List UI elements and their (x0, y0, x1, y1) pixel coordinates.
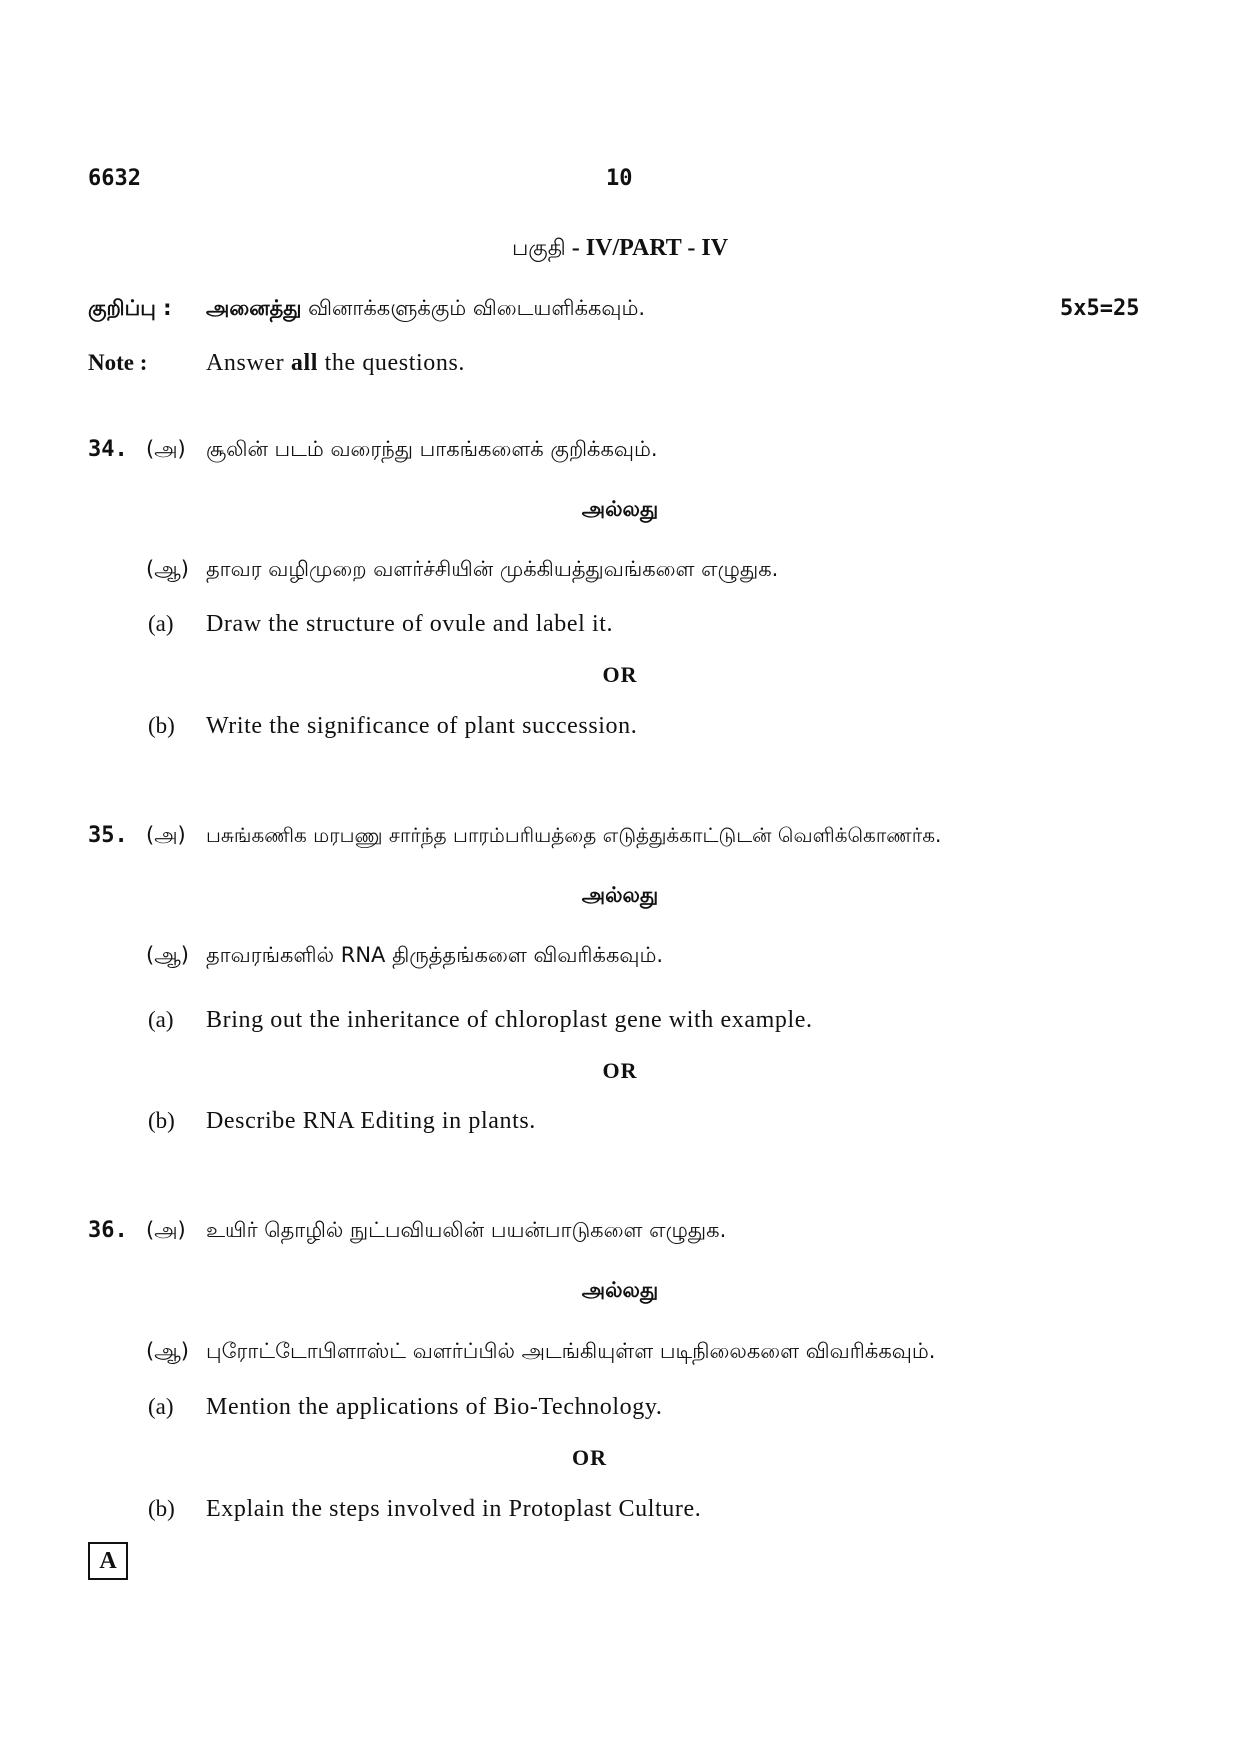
note-english-label: Note : (88, 350, 148, 375)
question-tamil-b: புரோட்டோபிளாஸ்ட் வளர்ப்பில் அடங்கியுள்ள படிநிலைகளை விவரிக்கவும். (206, 1339, 936, 1363)
question-tamil-a-label: (அ) (146, 437, 186, 461)
series-box: A (88, 1542, 128, 1580)
question-english-a: Draw the structure of ovule and label it. (206, 611, 614, 637)
note-tamil-bold: அனைத்து (206, 296, 302, 320)
note-english-text (206, 350, 465, 377)
question-tamil-b: தாவர வழிமுறை வளர்ச்சியின் முக்கியத்துவங்களை எழுதுக. (206, 557, 779, 581)
tamil-or: அல்லது (581, 1278, 659, 1302)
question-english-b-label: (b) (148, 1108, 175, 1133)
question-english-b: Explain the steps involved in Protoplast Culture. (206, 1496, 702, 1522)
question-english-b-label: (b) (148, 1496, 175, 1521)
question-english-a-label: (a) (148, 1007, 174, 1032)
note-tamil-label: குறிப்பு : (88, 296, 172, 320)
question-english-a-label: (a) (148, 611, 174, 636)
part-title-sep: - (565, 235, 586, 261)
part-title (0, 235, 1240, 264)
question-number: 35. (88, 823, 128, 848)
question-english-b: Write the significance of plant succession. (206, 713, 638, 739)
question-english-a: Mention the applications of Bio-Technology. (206, 1394, 663, 1420)
english-or: OR (602, 1058, 638, 1083)
note-english-bold: all (290, 350, 318, 376)
page-number: 10 (606, 166, 633, 191)
question-tamil-b-label: (ஆ) (146, 1339, 189, 1363)
note-english-pre: Answer (206, 350, 291, 376)
question-tamil-a-label: (அ) (146, 823, 186, 847)
question-number: 34. (88, 437, 128, 462)
paper-code: 6632 (88, 166, 141, 191)
question-tamil-b-label: (ஆ) (146, 557, 189, 581)
english-or: OR (602, 662, 638, 687)
question-tamil-a: உயிர் தொழில் நுட்பவியலின் பயன்பாடுகளை எழுதுக. (206, 1218, 727, 1242)
note-tamil-rest: வினாக்களுக்கும் விடையளிக்கவும். (301, 296, 646, 320)
part-title-latin: IV/PART - IV (585, 235, 729, 261)
question-number: 36. (88, 1218, 128, 1243)
marks: 5x5=25 (1060, 296, 1140, 321)
question-english-a: Bring out the inheritance of chloroplast gene with example. (206, 1007, 813, 1033)
question-english-b-label: (b) (148, 713, 175, 738)
question-tamil-a: சூலின் படம் வரைந்து பாகங்களைக் குறிக்கவும். (206, 437, 658, 461)
tamil-or: அல்லது (581, 497, 659, 521)
question-tamil-a-label: (அ) (146, 1218, 186, 1242)
note-english-post: the questions. (318, 350, 465, 376)
question-tamil-a: பசுங்கணிக மரபணு சார்ந்த பாரம்பரியத்தை எடுத்துக்காட்டுடன் வெளிக்கொணர்க. (206, 823, 942, 847)
question-english-b: Describe RNA Editing in plants. (206, 1108, 536, 1134)
tamil-or: அல்லது (581, 883, 659, 907)
question-tamil-b: தாவரங்களில் RNA திருத்தங்களை விவரிக்கவும். (206, 943, 664, 967)
note-tamil-text (206, 296, 645, 323)
english-or: OR (572, 1445, 607, 1470)
part-title-tamil: பகுதி (511, 236, 566, 261)
question-english-a-label: (a) (148, 1394, 174, 1419)
question-tamil-b-label: (ஆ) (146, 943, 189, 967)
